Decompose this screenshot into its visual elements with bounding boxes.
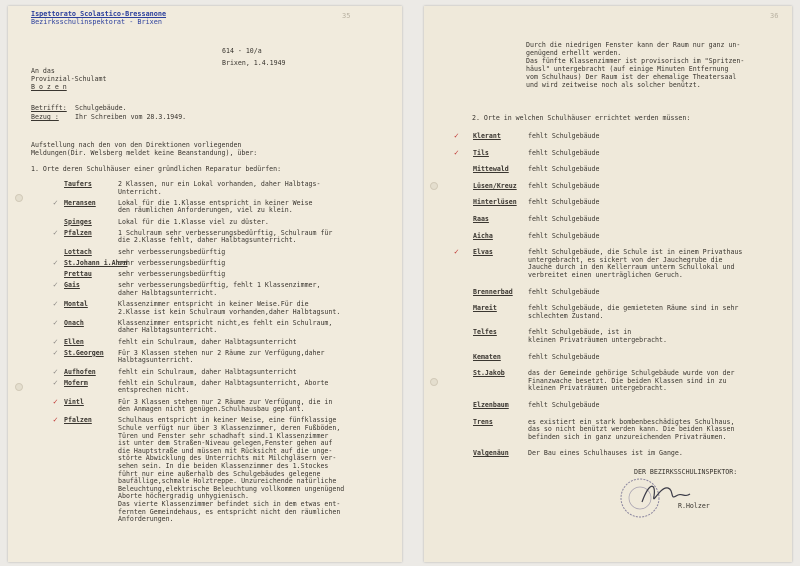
- entry-text: den Anmagen nicht genügen.Schulhausbau geplant.: [118, 405, 305, 414]
- entry-text: daher Halbtagsunterricht.: [118, 326, 218, 335]
- page-number: 36: [770, 12, 779, 20]
- recipient-line: An das: [31, 67, 55, 75]
- entry-text: Anforderungen.: [118, 515, 174, 524]
- check-mark-icon: ✓: [454, 131, 459, 140]
- entry-text: verbreitet einen unerträglichen Geruch.: [528, 271, 683, 279]
- place-name: Trens: [473, 417, 493, 426]
- entry-text: Jauche durch in den Kellerraum unterm Schullokal und: [528, 263, 735, 272]
- entry-text: Das vierte Klassenzimmer befindet sich in dem etwas ent-: [118, 500, 341, 508]
- punch-hole: [15, 383, 23, 391]
- reference-label: Bezug :: [31, 113, 59, 121]
- place-name: Meransen: [64, 198, 96, 207]
- entry-text: baufällige,schmale Holztreppe. Unzureichende natürliche: [118, 477, 337, 486]
- continuation-line: Durch die niedrigen Fenster kann der Raum nur ganz un-: [526, 41, 741, 49]
- entry-text: Halbtagsunterricht.: [118, 356, 194, 365]
- place-name: Vintl: [64, 397, 84, 406]
- place-name: Onach: [64, 318, 84, 327]
- entry-text: Für 3 Klassen stehen nur 2 Räume zur Verfügung, die in: [118, 397, 333, 406]
- place-name: Telfes: [473, 328, 497, 337]
- letterhead-line-2: Bezirksschulinspektorat - Brixen: [31, 18, 162, 26]
- continuation-line: vom Schulhaus) Der Raum ist der ehemalige Theatersaal: [526, 73, 737, 81]
- entry-text: Der Bau eines Schulhauses ist im Gange.: [528, 449, 683, 458]
- intro-line: Meldungen(Dir. Welsberg meldet keine Beanstandung), über:: [31, 149, 258, 157]
- entry-text: Klassenzimmer entspricht nicht,es fehlt ein Schulraum,: [118, 318, 333, 327]
- entry-text: fehlt Schulgebäude: [528, 352, 600, 361]
- place-name: Moferm: [64, 378, 88, 387]
- entry-text: untergebracht, es sickert von der Jauchegrube die: [528, 255, 723, 264]
- place-name: Valgenäun: [473, 449, 509, 458]
- check-mark-icon: ✓: [53, 415, 58, 425]
- continuation-line: genügend erhellt werden.: [526, 49, 622, 57]
- entry-text: die 2.Klasse fehlt, daher Halbtagsunterricht.: [118, 236, 297, 245]
- entry-text: fehlt Schulgebäude: [528, 401, 600, 409]
- check-mark-icon: ✓: [53, 317, 58, 327]
- place-name: Taufers: [64, 180, 92, 188]
- entry-text: den räumlichen Anforderungen, viel zu klein.: [118, 206, 293, 215]
- entry-text: 2 Klassen, nur ein Lokal vorhanden, daher Halbtags-: [118, 180, 321, 188]
- check-mark-icon: ✓: [53, 377, 58, 387]
- entry-text: das so nicht benützt werden kann. Die beiden Klassen: [528, 425, 735, 434]
- entry-text: es existiert ein stark bombenbeschädigtes Schulhaus,: [528, 417, 735, 426]
- continuation-line: und wird zeitweise noch als solcher benützt.: [526, 81, 701, 89]
- continuation-line: häusl" untergebracht (auf einige Minuten Entfernung: [526, 65, 729, 73]
- place-name: Mareit: [473, 304, 497, 313]
- entry-text: daher Halbtagsunterricht.: [118, 288, 218, 297]
- punch-hole: [430, 182, 438, 190]
- place-name: Montal: [64, 300, 88, 308]
- page-number: 35: [342, 12, 351, 20]
- recipient-line: B o z e n: [31, 83, 67, 91]
- signoff-name: R.Holzer: [678, 502, 710, 510]
- entry-text: Aborte höchergradig unhygienisch.: [118, 492, 250, 501]
- place-name: Elzenbaum: [473, 401, 509, 409]
- entry-text: Für 3 Klassen stehen nur 2 Räume zur Verfügung,daher: [118, 348, 325, 357]
- entry-text: führt nur eine außerhalb des Schulgebäudes gelegene: [118, 469, 321, 478]
- check-mark-icon: ✓: [53, 299, 58, 308]
- check-mark-icon: ✓: [454, 147, 459, 157]
- entry-text: fehlt ein Schulraum, daher Halbtagsunterricht: [118, 367, 297, 376]
- place-name: St.Georgen: [64, 348, 104, 357]
- entry-text: Türen und Fenster sehr schadhaft sind.1 Klassenzimmer: [118, 431, 329, 440]
- entry-text: fehlt ein Schulraum, daher Halbtagsunterricht: [118, 337, 297, 346]
- entry-text: Lokal für die 1.Klasse entspricht in keiner Weise: [118, 198, 313, 207]
- entry-text: sehr verbesserungsbedürftig: [118, 258, 226, 267]
- entry-text: ist unter dem Straßen-Niveau gelegen,Fenster gehen auf: [118, 439, 333, 448]
- entry-text: Lokal für die 1.Klasse viel zu düster.: [118, 217, 269, 226]
- entry-text: Schule verfügt nur über 3 Klassenzimmer, deren Fußböden,: [118, 424, 341, 432]
- place-name: Hinterlüsen: [473, 198, 517, 207]
- entry-text: 2.Klasse ist kein Schulraum vorhanden,daher Halbtagsunt.: [118, 307, 341, 316]
- place-name: St.Jakob: [473, 369, 505, 378]
- place-name: St.Johann i.Ahrn: [64, 258, 128, 267]
- entry-text: fehlt Schulgebäude: [528, 181, 600, 190]
- place-name: Gais: [64, 281, 80, 290]
- entry-text: 1 Schulraum sehr verbesserungsbedürftig, Schulraum für: [118, 228, 333, 237]
- place-name: Lüsen/Kreuz: [473, 181, 517, 190]
- reference-number: 614 - 10/a: [222, 47, 262, 55]
- check-mark-icon: ✓: [53, 347, 58, 357]
- entry-text: fehlt Schulgebäude: [528, 231, 600, 240]
- entry-text: fehlt Schulgebäude: [528, 215, 600, 223]
- entry-text: Beleuchtung,elektrische Beleuchtung vollkommen ungenügend: [118, 484, 345, 493]
- continuation-line: Das fünfte Klassenzimmer ist provisorisch im "Spritzen-: [526, 57, 745, 65]
- entry-text: fehlt Schulgebäude: [528, 132, 600, 140]
- check-mark-icon: ✓: [53, 336, 58, 346]
- subject-label: Betrifft:: [31, 104, 67, 112]
- entry-text: fehlt Schulgebäude, die Schule ist in einem Privathaus: [528, 248, 743, 257]
- entry-text: Unterricht.: [118, 187, 162, 196]
- place-name: Elvas: [473, 248, 493, 257]
- place-name: Raas: [473, 215, 489, 223]
- check-mark-icon: ✓: [53, 280, 58, 290]
- entry-text: kleinen Privaträumen untergebracht.: [528, 384, 667, 393]
- place-name: Pfalzen: [64, 416, 92, 425]
- check-mark-icon: ✓: [454, 247, 459, 257]
- entry-text: Schulhaus entspricht in keiner Weise, eine fünfklassige: [118, 416, 337, 425]
- check-mark-icon: ✓: [53, 366, 58, 376]
- letterhead-line-1: Ispettorato Scolastico-Bressanone: [31, 10, 167, 18]
- entry-text: störte Abwicklung des Unterrichts mit Milchgläsern ver-: [118, 454, 337, 463]
- entry-text: Finanzwache besetzt. Die beiden Klassen sind in zu: [528, 376, 727, 385]
- place-date: Brixen, 1.4.1949: [222, 59, 286, 67]
- intro-line: Aufstellung nach den von den Direktionen vorliegenden: [31, 141, 242, 149]
- punch-hole: [15, 194, 23, 202]
- place-name: Aufhofen: [64, 367, 96, 376]
- official-stamp-signature: [612, 476, 722, 522]
- document-page-left: [8, 6, 402, 562]
- entry-text: sehen sein. In die beiden Klassenzimmer des 1.Stockes: [118, 462, 329, 470]
- entry-text: fernten Gemeindehaus, es entspricht nicht den räumlichen: [118, 507, 341, 516]
- place-name: Tils: [473, 148, 489, 157]
- place-name: Prettau: [64, 270, 92, 278]
- entry-text: Klassenzimmer entspricht in keiner Weise.Für die: [118, 300, 309, 308]
- entry-text: die Hauptstraße und müssen mit Rücksicht auf die unge-: [118, 446, 333, 455]
- reference-value: Ihr Schreiben vom 28.3.1949.: [75, 113, 187, 121]
- punch-hole: [430, 378, 438, 386]
- signoff-title: DER BEZIRKSSCHULINSPEKTOR:: [634, 468, 738, 476]
- entry-text: sehr verbesserungsbedürftig: [118, 247, 226, 256]
- entry-text: sehr verbesserungsbedürftig, fehlt 1 Klassenzimmer,: [118, 281, 321, 290]
- place-name: Ellen: [64, 337, 84, 346]
- check-mark-icon: ✓: [53, 396, 58, 406]
- entry-text: fehlt Schulgebäude, die gemieteten Räume sind in sehr: [528, 304, 739, 313]
- place-name: Mittewald: [473, 165, 509, 174]
- place-name: Lottach: [64, 247, 92, 256]
- entry-text: befinden sich in ganz unzureichenden Privaträumen.: [528, 432, 727, 441]
- entry-text: sehr verbesserungsbedürftig: [118, 270, 226, 278]
- entry-text: fehlt ein Schulraum, daher Halbtagsunterricht, Aborte: [118, 378, 329, 387]
- entry-text: entsprechen nicht.: [118, 386, 190, 395]
- subject-value: Schulgebäude.: [75, 104, 127, 112]
- document-page-right: [424, 6, 792, 562]
- entry-text: kleinen Privaträumen untergebracht.: [528, 336, 667, 344]
- entry-text: fehlt Schulgebäude: [528, 287, 600, 296]
- entry-text: fehlt Schulgebäude: [528, 198, 600, 207]
- place-name: Klerant: [473, 132, 501, 140]
- place-name: Brennerbad: [473, 287, 513, 296]
- check-mark-icon: ✓: [53, 197, 58, 207]
- place-name: Kematen: [473, 352, 501, 361]
- check-mark-icon: ✓: [53, 227, 58, 237]
- place-name: Pfalzen: [64, 228, 92, 237]
- section-heading: 1. Orte deren Schulhäuser einer gründlichen Reparatur bedürfen:: [31, 165, 282, 173]
- entry-text: schlechtem Zustand.: [528, 311, 604, 320]
- recipient-line: Provinzial-Schulamt: [31, 75, 107, 83]
- place-name: Aicha: [473, 231, 493, 240]
- entry-text: fehlt Schulgebäude: [528, 148, 600, 157]
- section-heading: 2. Orte in welchen Schulhäuser errichtet werden müssen:: [472, 114, 691, 122]
- place-name: Spinges: [64, 217, 92, 226]
- check-mark-icon: ✓: [53, 257, 58, 267]
- entry-text: fehlt Schulgebäude, ist in: [528, 328, 632, 337]
- entry-text: das der Gemeinde gehörige Schulgebäude wurde von der: [528, 369, 735, 378]
- entry-text: fehlt Schulgebäude: [528, 165, 600, 174]
